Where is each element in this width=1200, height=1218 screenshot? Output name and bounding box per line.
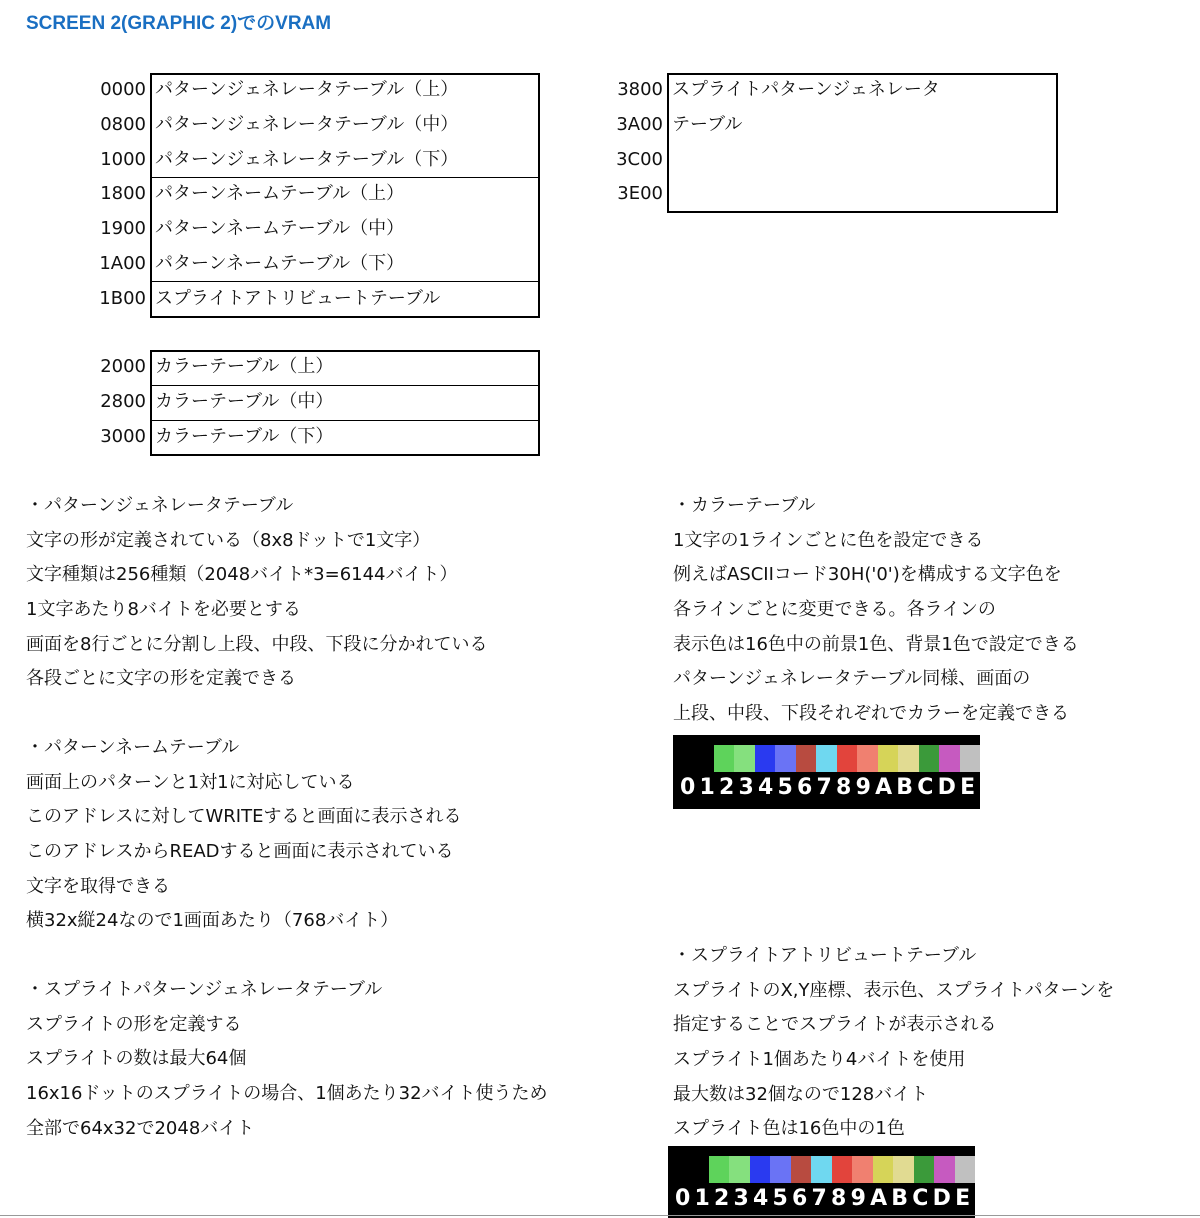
section-text-line: 横32x縦24なので1画面あたり（768バイト） [26, 910, 399, 932]
color-palette-image [673, 735, 999, 809]
vram-area-label: パターンネームテーブル（中） [155, 218, 405, 240]
section-text-line: 画面上のパターンと1対1に対応している [26, 771, 355, 793]
vram-map-row [100, 143, 540, 178]
vram-address: 3E00 [617, 183, 663, 205]
section-pattern-name [26, 731, 461, 939]
palette-swatch [750, 1156, 771, 1183]
section-text-line: 全部で64x32で2048バイト [26, 1117, 255, 1139]
palette-swatch [857, 745, 878, 772]
page-title: SCREEN 2(GRAPHIC 2)でのVRAM [26, 13, 332, 34]
palette-swatch [755, 745, 776, 772]
section-text-line: 文字種類は256種類（2048バイト*3=6144バイト） [26, 564, 458, 586]
palette-swatch [975, 1156, 996, 1183]
vram-address: 0000 [100, 79, 146, 100]
vram-map-left-group2 [100, 350, 540, 456]
section-text-line: このアドレスに対してWRITEすると画面に表示される [26, 806, 462, 828]
section-text-line: 各ラインごとに変更できる。各ラインの [673, 599, 996, 621]
page-bottom-rule [0, 1215, 1200, 1216]
section-heading: ・スプライトパターンジェネレータテーブル [26, 979, 383, 1000]
palette-swatch [939, 745, 960, 772]
vram-map-row [617, 177, 1058, 212]
section-text-line: スプライト1個あたり4バイトを使用 [673, 1049, 966, 1071]
vram-map-row [616, 143, 1058, 178]
section-text-line: スプライトのX,Y座標、表示色、スプライトパターンを [673, 979, 1115, 1001]
palette-swatches [693, 745, 1001, 772]
palette-swatch [816, 745, 837, 772]
vram-area-label: カラーテーブル（下） [155, 425, 334, 447]
palette-swatch [837, 745, 858, 772]
palette-swatch [873, 1156, 894, 1183]
palette-swatch [714, 745, 735, 772]
vram-map-row [100, 385, 540, 420]
palette-swatch [898, 745, 919, 772]
section-text-line: 最大数は32個なので128バイト [673, 1083, 929, 1105]
section-text-line: 各段ごとに文字の形を定義できる [26, 668, 296, 690]
section-sprite-pattern-generator [26, 973, 548, 1146]
vram-map-row [616, 108, 1058, 143]
vram-map-row [100, 73, 540, 108]
palette-index-labels: 0123456789ABCDEF [675, 1186, 994, 1211]
palette-swatch [734, 745, 755, 772]
vram-map-row [100, 108, 540, 143]
vram-map-row [100, 212, 540, 247]
palette-swatches [688, 1156, 996, 1183]
vram-area-label: パターンジェネレータテーブル（上） [155, 79, 459, 100]
palette-swatch [770, 1156, 791, 1183]
vram-address: 2800 [100, 390, 146, 412]
section-text-line: 文字を取得できる [26, 875, 170, 897]
palette-swatch [796, 745, 817, 772]
vram-map-row [99, 282, 540, 317]
vram-area-label: パターンジェネレータテーブル（下） [155, 148, 459, 170]
color-palette-image [668, 1146, 994, 1218]
vram-address: 3A00 [616, 113, 663, 135]
palette-swatch [960, 745, 981, 772]
palette-swatch [980, 745, 1001, 772]
vram-area-label: カラーテーブル（中） [155, 390, 334, 412]
vram-map-right [616, 73, 1058, 213]
vram-address: 1900 [100, 218, 146, 240]
vram-area-label: パターンネームテーブル（下） [155, 253, 405, 274]
vram-address: 1000 [100, 148, 146, 170]
palette-swatch [832, 1156, 853, 1183]
vram-address: 0800 [100, 113, 146, 135]
palette-swatch [811, 1156, 832, 1183]
palette-swatch [852, 1156, 873, 1183]
vram-area-label [667, 177, 672, 212]
vram-area-label: スプライトアトリビュートテーブル [155, 287, 441, 309]
palette-swatch [688, 1156, 709, 1183]
vram-map-row [100, 177, 540, 212]
vram-area-label: パターンネームテーブル（上） [155, 183, 405, 205]
vram-address: 1B00 [99, 287, 146, 309]
section-pattern-generator [26, 489, 487, 697]
section-text-line: 文字の形が定義されている（8x8ドットで1文字） [26, 529, 431, 551]
vram-area-label [667, 143, 672, 178]
section-text-line: スプライトの形を定義する [26, 1013, 242, 1035]
section-color-table [673, 489, 1079, 732]
palette-swatch [791, 1156, 812, 1183]
section-text-line: 例えばASCIIコード30H('0')を構成する文字色を [673, 564, 1062, 586]
section-heading: ・スプライトアトリビュートテーブル [673, 945, 977, 966]
vram-area-label: パターンジェネレータテーブル（中） [155, 113, 459, 135]
section-text-line: 1文字の1ラインごとに色を設定できる [673, 529, 984, 551]
section-heading: ・パターンネームテーブル [26, 737, 240, 758]
palette-swatch [914, 1156, 935, 1183]
palette-swatch [878, 745, 899, 772]
vram-address: 3000 [100, 425, 146, 447]
vram-area-label: スプライトパターンジェネレータ [672, 79, 940, 100]
section-text-line: 画面を8行ごとに分割し上段、中段、下段に分かれている [26, 633, 488, 655]
section-text-line: 16x16ドットのスプライトの場合、1個あたり32バイト使うため [26, 1083, 548, 1105]
vram-map-row [617, 73, 1058, 108]
vram-map-row [100, 420, 540, 455]
palette-swatch [709, 1156, 730, 1183]
vram-address: 1A00 [99, 253, 146, 274]
palette-swatch [775, 745, 796, 772]
palette-index-labels: 0123456789ABCDEF [680, 775, 999, 800]
palette-swatch [919, 745, 940, 772]
palette-swatch [693, 745, 714, 772]
section-heading: ・パターンジェネレータテーブル [26, 495, 294, 516]
vram-address: 1800 [100, 183, 146, 205]
vram-area-label: カラーテーブル（上） [155, 356, 334, 377]
section-text-line: スプライトの数は最大64個 [26, 1048, 247, 1070]
section-text-line: パターンジェネレータテーブル同様、画面の [673, 668, 1031, 690]
vram-address: 3800 [617, 79, 663, 100]
vram-address: 3C00 [616, 148, 663, 170]
palette-swatch [893, 1156, 914, 1183]
vram-map-row [99, 247, 540, 282]
palette-swatch [934, 1156, 955, 1183]
section-text-line: スプライト色は16色中の1色 [673, 1118, 905, 1140]
palette-swatch [955, 1156, 976, 1183]
section-text-line: このアドレスからREADすると画面に表示されている [26, 841, 454, 863]
section-heading: ・カラーテーブル [673, 495, 816, 516]
vram-area-label: テーブル [672, 113, 743, 135]
section-sprite-attribute [673, 939, 1114, 1147]
vram-map-left-group1 [99, 73, 540, 318]
section-text-line: 表示色は16色中の前景1色、背景1色で設定できる [673, 633, 1079, 655]
palette-swatch [729, 1156, 750, 1183]
section-text-line: 1文字あたり8バイトを必要とする [26, 599, 301, 621]
vram-address: 2000 [100, 356, 146, 377]
section-text-line: 指定することでスプライトが表示される [673, 1014, 997, 1036]
section-text-line: 上段、中段、下段それぞれでカラーを定義できる [673, 703, 1069, 725]
vram-map-row [100, 350, 540, 385]
